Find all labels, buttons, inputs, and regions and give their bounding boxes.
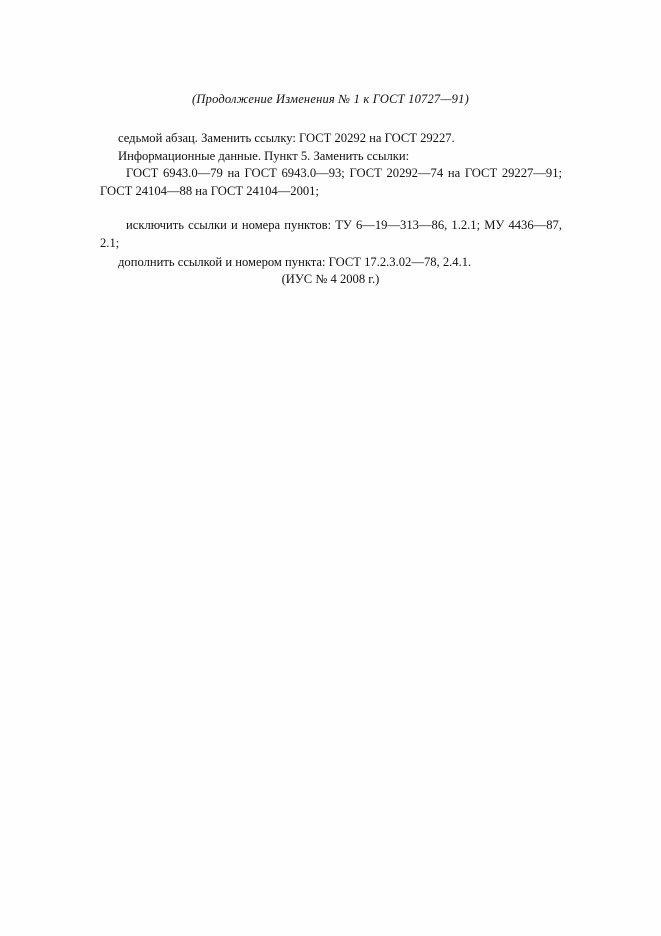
document-footer-note: (ИУС № 4 2008 г.): [281, 272, 380, 286]
paragraph-3: ГОСТ 6943.0—79 на ГОСТ 6943.0—93; ГОСТ 20292—74 на ГОСТ 29227—91; ГОСТ 24104—88 на ГОСТ 24104—2001;: [100, 166, 562, 198]
document-body: [100, 130, 562, 272]
document-header-note: (Продолжение Изменения № 1 к ГОСТ 10727—91): [192, 92, 469, 106]
paragraph-2: Информационные данные. Пункт 5. Заменить ссылки:: [118, 148, 410, 163]
paragraph-5: дополнить ссылкой и номером пункта: ГОСТ 17.2.3.02—78, 2.4.1.: [118, 255, 472, 269]
paragraph-spacer: [100, 200, 562, 217]
paragraph-4: исключить ссылки и номера пунктов: ТУ 6—19—313—86, 1.2.1; МУ 4436—87, 2.1;: [100, 218, 562, 250]
paragraph-1: седьмой абзац. Заменить ссылку: ГОСТ 20292 на ГОСТ 29227.: [118, 131, 455, 145]
